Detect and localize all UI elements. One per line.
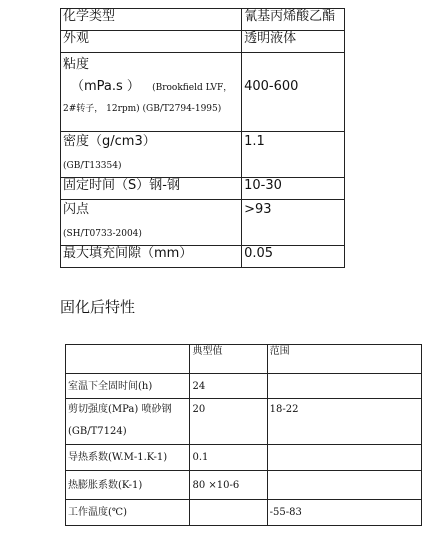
header-typical: 典型值 — [190, 345, 267, 374]
work-temp-typical — [190, 500, 267, 526]
density-label: 密度（g/cm3） — [63, 134, 156, 149]
table-row — [61, 178, 345, 200]
viscosity-unit: （mPa.s ） — [71, 79, 140, 94]
fixing-time-label: 固定时间（S）钢-钢 — [61, 178, 242, 200]
fixing-time-value: 10-30 — [242, 178, 345, 200]
flash-point-cell — [61, 200, 242, 246]
thermal-cond-label: 导热系数(W.M-1.K-1) — [66, 445, 190, 471]
table-row — [66, 471, 422, 500]
max-gap-value: 0.05 — [242, 246, 345, 268]
work-temp-range: -55-83 — [267, 500, 421, 526]
shear-standard: (GB/T7124) — [68, 426, 127, 437]
flash-point-label: 闪点 — [63, 202, 90, 217]
table-row — [66, 399, 422, 445]
work-temp-label: 工作温度(℃) — [66, 500, 190, 526]
cured-properties-table — [65, 344, 422, 526]
flash-point-standard: (SH/T0733-2004) — [63, 229, 142, 239]
expansion-range — [267, 471, 421, 500]
appearance-value: 透明液体 — [242, 31, 345, 53]
table-row — [61, 31, 345, 53]
table-row — [61, 9, 345, 31]
thermal-cond-range — [267, 445, 421, 471]
viscosity-method-line2: 2#转子， 12rpm) (GB/T2794-1995) — [63, 104, 222, 114]
thermal-cond-typical: 0.1 — [190, 445, 267, 471]
shear-typical: 20 — [192, 404, 206, 415]
table-row — [66, 345, 422, 374]
viscosity-label: 粘度 — [63, 57, 90, 72]
header-range: 范围 — [267, 345, 421, 374]
header-empty-cell — [66, 345, 190, 374]
chemical-type-label: 化学类型 — [61, 9, 242, 31]
flash-point-value: >93 — [244, 202, 272, 217]
table-row — [61, 53, 345, 132]
viscosity-method: (Brookfield LVF， — [152, 83, 233, 93]
shear-cell — [66, 399, 190, 445]
full-cure-typical: 24 — [190, 374, 267, 399]
expansion-typical: 80 ×10-6 — [190, 471, 267, 500]
cured-section-title: 固化后特性 — [60, 298, 136, 316]
properties-table — [60, 8, 345, 268]
table-row — [61, 200, 345, 246]
expansion-label: 热膨胀系数(K-1) — [66, 471, 190, 500]
table-row — [61, 246, 345, 268]
viscosity-cell — [61, 53, 242, 132]
chemical-type-value: 氰基丙烯酸乙酯 — [242, 9, 345, 31]
table-row — [66, 445, 422, 471]
density-cell — [61, 132, 242, 178]
table-row — [66, 500, 422, 526]
max-gap-label: 最大填充间隙（mm） — [61, 246, 242, 268]
full-cure-range — [267, 374, 421, 399]
density-value: 1.1 — [244, 134, 265, 149]
appearance-label: 外观 — [61, 31, 242, 53]
shear-label: 剪切强度(MPa) 喷砂钢 — [68, 404, 172, 415]
full-cure-label: 室温下全固时间(h) — [66, 374, 190, 399]
table-row — [66, 374, 422, 399]
density-standard: (GB/T13354) — [63, 161, 122, 171]
viscosity-value: 400-600 — [244, 79, 299, 94]
shear-range: 18-22 — [269, 404, 299, 415]
table-row — [61, 132, 345, 178]
